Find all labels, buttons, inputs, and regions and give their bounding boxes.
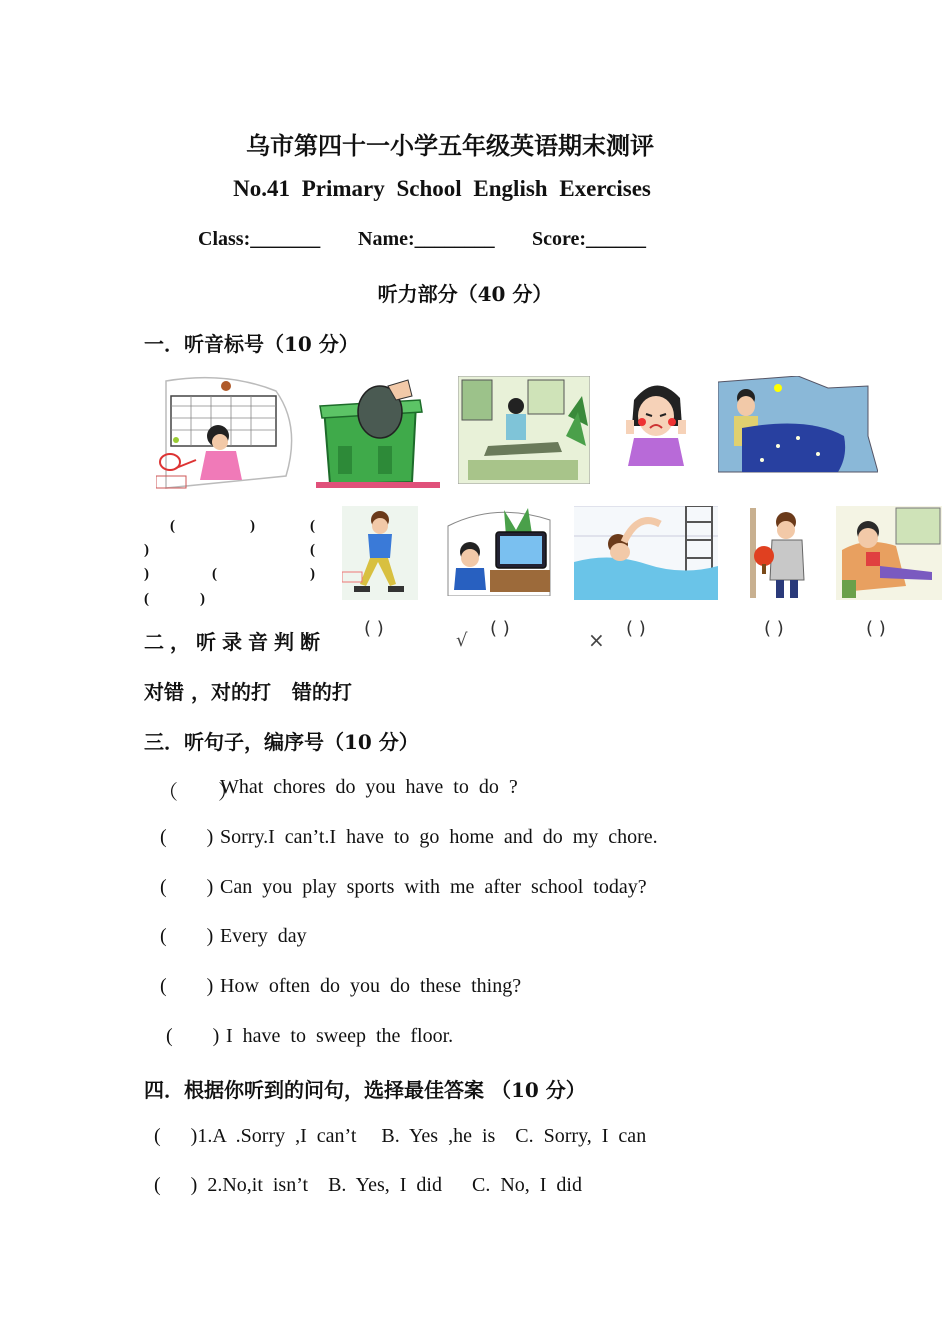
girl-tennis-picture bbox=[156, 376, 296, 492]
section2-title: 二，听录音判断 bbox=[144, 630, 326, 654]
boy-sofa-picture bbox=[836, 506, 942, 600]
score-field: Score:______ bbox=[532, 228, 647, 250]
s1-bracket: ( bbox=[144, 591, 149, 607]
name-field: Name:________ bbox=[358, 228, 495, 250]
room-cleaning-picture bbox=[458, 376, 590, 484]
s2-answer-bracket: ( ) bbox=[764, 618, 784, 639]
s1-bracket: ( bbox=[212, 566, 217, 582]
s2-answer-bracket: ( ) bbox=[490, 618, 510, 639]
boy-bed-picture bbox=[718, 376, 878, 474]
s1-bracket: ( bbox=[310, 518, 315, 534]
s1-bracket: ) bbox=[310, 566, 315, 582]
crying-girl-picture bbox=[620, 376, 692, 466]
s1-bracket: ) bbox=[250, 518, 255, 534]
boy-skating-picture bbox=[342, 506, 418, 600]
listening-part-heading: 听力部分（40 分） bbox=[377, 282, 553, 306]
s3-bracket: ( ) bbox=[160, 876, 214, 898]
boy-tv-picture bbox=[446, 506, 552, 596]
section3-title: 三．听句子，编序号（10 分） bbox=[144, 730, 419, 754]
class-field: Class:_______ bbox=[198, 228, 321, 250]
s4-question: ( )1.A .Sorry ,I can’t B. Yes ,he is C. Sorry, I can bbox=[154, 1125, 647, 1147]
s1-bracket: ) bbox=[144, 542, 149, 558]
s3-bracket: （ ） bbox=[158, 782, 238, 804]
s1-bracket: ( bbox=[310, 542, 315, 558]
s3-sentence: What chores do you have to do ? bbox=[220, 776, 518, 798]
s3-bracket: ( ) bbox=[160, 975, 214, 997]
check-icon: √ bbox=[456, 630, 468, 651]
boy-pingpong-picture bbox=[748, 506, 818, 600]
s3-sentence: Every day bbox=[220, 925, 307, 947]
s1-bracket: ( bbox=[170, 518, 175, 534]
s2-answer-bracket: ( ) bbox=[364, 618, 384, 639]
s2-answer-bracket: ( ) bbox=[626, 618, 646, 639]
trash-bin-picture bbox=[316, 376, 440, 488]
page-title-en: No.41 Primary School English Exercises bbox=[233, 176, 651, 201]
cross-icon: × bbox=[588, 628, 605, 652]
s2-answer-bracket: ( ) bbox=[866, 618, 886, 639]
s3-bracket: ( ) bbox=[166, 1025, 220, 1047]
s1-bracket: ) bbox=[200, 591, 205, 607]
s3-sentence: Can you play sports with me after school today? bbox=[220, 876, 647, 898]
s3-sentence: I have to sweep the floor. bbox=[226, 1025, 454, 1047]
s3-bracket: ( ) bbox=[160, 826, 214, 848]
s3-sentence: How often do you do these thing? bbox=[220, 975, 522, 997]
s1-bracket: ) bbox=[144, 566, 149, 582]
boy-swimming-picture bbox=[574, 506, 718, 600]
page-title-cn: 乌市第四十一小学五年级英语期末测评 bbox=[246, 131, 654, 160]
section1-title: 一．听音标号（10 分） bbox=[144, 332, 359, 356]
s3-bracket: ( ) bbox=[160, 925, 214, 947]
section4-title: 四．根据你听到的问句，选择最佳答案 （10 分） bbox=[144, 1078, 586, 1102]
s3-sentence: Sorry.I can’t.I have to go home and do my chore. bbox=[220, 826, 658, 848]
s4-question: ( ) 2.No,it isn’t B. Yes, I did C. No, I did bbox=[154, 1174, 582, 1196]
section2-subtitle: 对错 ，对的打 错的打 bbox=[144, 680, 352, 704]
